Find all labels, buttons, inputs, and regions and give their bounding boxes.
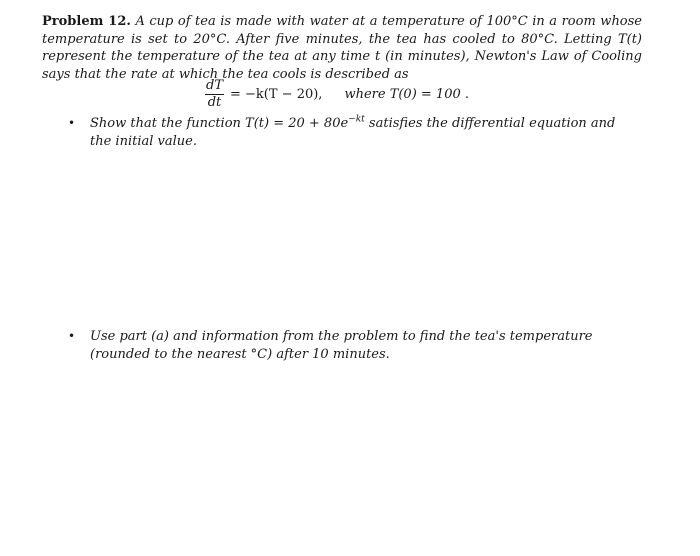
bullet-text-show-solution [90, 115, 638, 150]
fraction-denominator: dt [207, 94, 222, 110]
solution-exponent: −kt [348, 114, 365, 125]
bullet-icon: • [68, 116, 76, 130]
solution-prefix: Show that the function T(t) = 20 + 80e [90, 116, 349, 131]
equation-right-side: = −k(T − 20), [230, 86, 323, 102]
initial-condition-value: T(0) = 100 . [389, 86, 470, 102]
bullet-icon: • [68, 329, 76, 343]
solution-suffix: satisfies the differential equation and the initial value. [90, 116, 616, 149]
bullet-text-find-temperature: Use part (a) and information from the problem to find the tea's temperature (rounded to the nearest °C) after 10 minutes. [90, 329, 593, 362]
bullet-item-show-solution [68, 115, 638, 150]
initial-condition [344, 87, 469, 102]
bullet-item-find-temperature [68, 328, 638, 363]
where-prefix: where [344, 86, 390, 102]
fraction-numerator: dT [206, 77, 223, 93]
problem-label: Problem 12. [42, 14, 131, 29]
problem-statement [42, 13, 642, 83]
derivative-fraction [205, 79, 224, 110]
problem-text: A cup of tea is made with water at a temperature of 100°C in a room whose temperature is set to 20°C. After five minutes, the tea has cooled to 80°C. Letting T(t) represent the temperature of the tea at any time t (in minutes), Newton's Law of Cooling says that the rate at which the tea cools is described as [42, 14, 643, 82]
differential-equation [205, 78, 469, 110]
